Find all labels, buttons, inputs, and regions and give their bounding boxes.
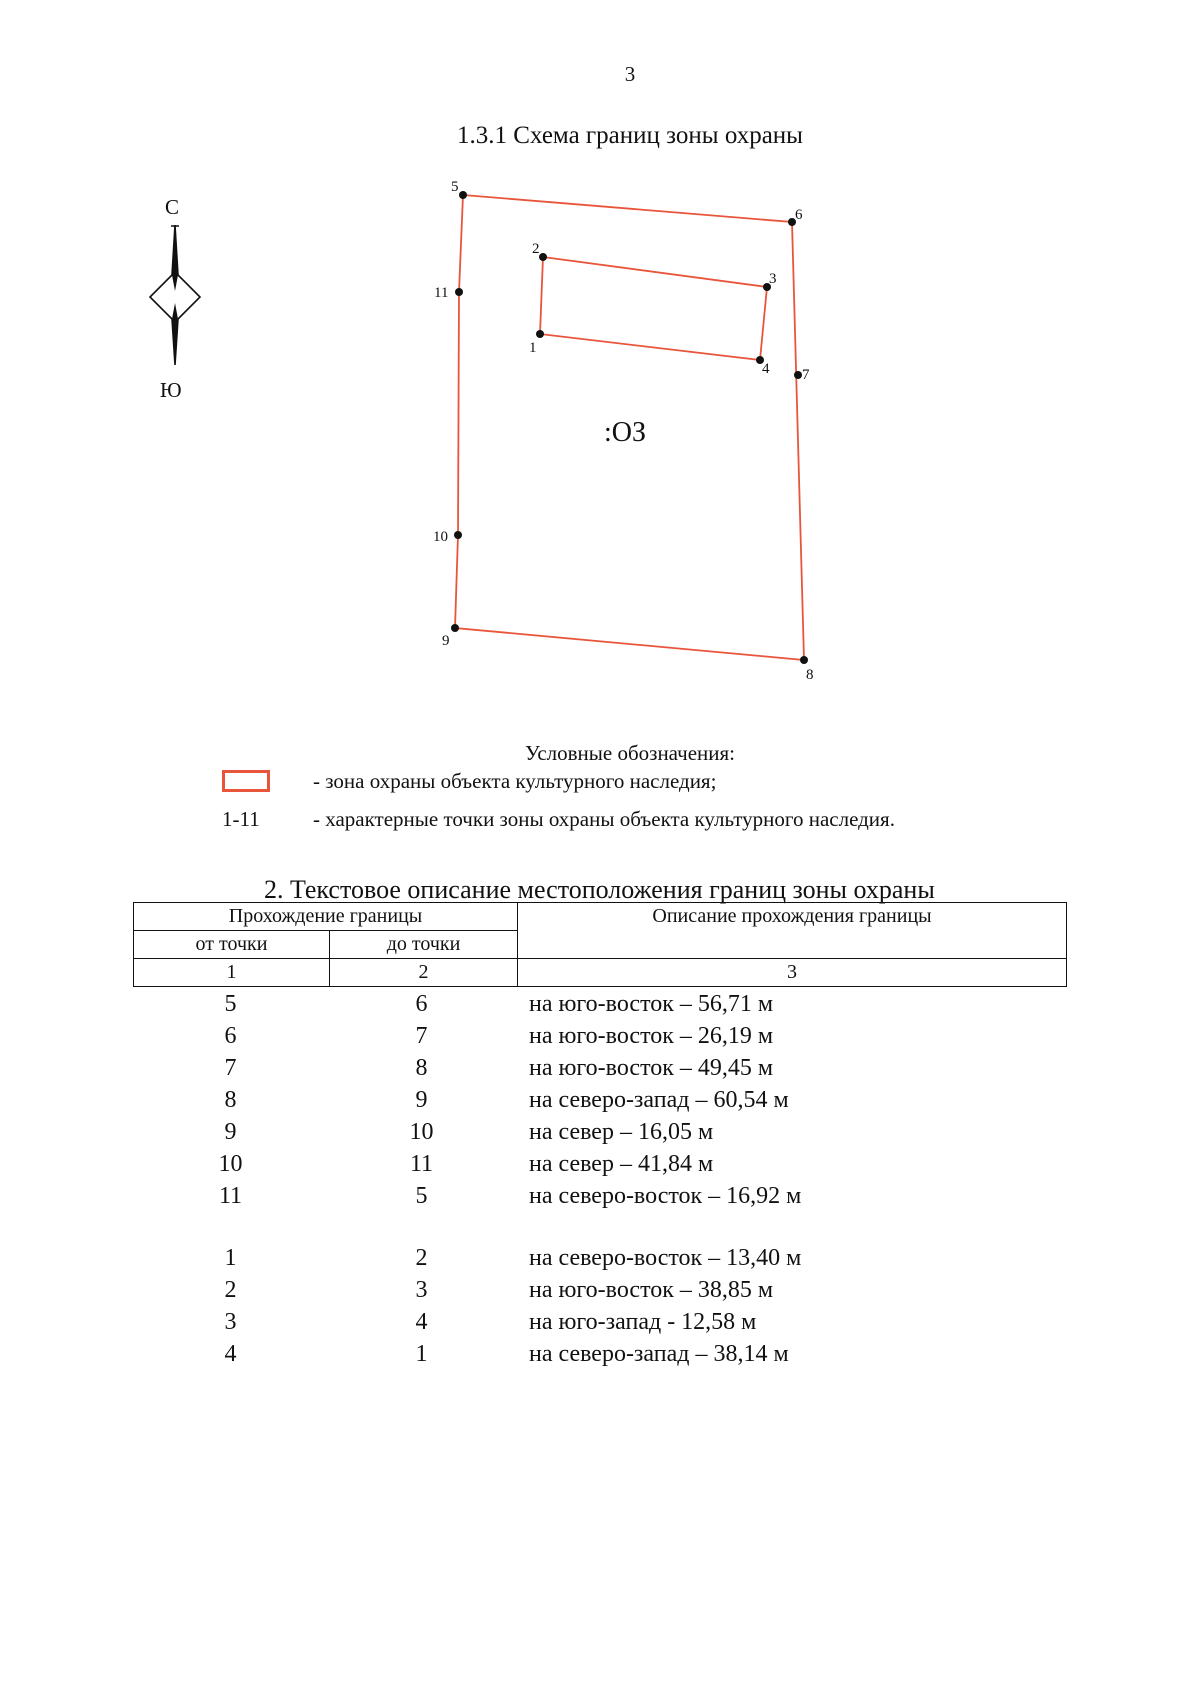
row-from: 4 xyxy=(224,1341,237,1367)
point-4-label: 4 xyxy=(762,361,770,377)
header-passage: Прохождение границы xyxy=(134,903,518,931)
row-desc: на юго-восток – 26,19 м xyxy=(529,1023,774,1049)
point-5-label: 5 xyxy=(451,179,459,195)
page-number: 3 xyxy=(624,62,636,86)
legend-title: Условные обозначения: xyxy=(524,741,736,765)
header-col-2: 2 xyxy=(330,959,518,987)
legend-zone-text: - зона охраны объекта культурного наследия; xyxy=(313,769,717,793)
point-10-label: 10 xyxy=(433,529,448,545)
point-6-label: 6 xyxy=(795,207,803,223)
legend-zone-swatch xyxy=(222,770,270,792)
point-11-label: 11 xyxy=(434,285,449,301)
point-2-marker xyxy=(539,253,547,261)
point-9-marker xyxy=(451,624,459,632)
table-row xyxy=(133,1084,1067,1116)
row-to: 4 xyxy=(415,1309,428,1335)
row-from: 9 xyxy=(224,1119,237,1145)
point-5-marker xyxy=(459,191,467,199)
row-to: 11 xyxy=(409,1151,434,1177)
row-to: 10 xyxy=(409,1119,434,1145)
row-to: 6 xyxy=(415,991,428,1017)
point-8-label: 8 xyxy=(806,667,814,683)
description-table xyxy=(133,902,1067,987)
point-7-label: 7 xyxy=(802,367,810,383)
row-desc: на юго-запад - 12,58 м xyxy=(529,1309,757,1335)
row-desc: на север – 41,84 м xyxy=(529,1151,714,1177)
inner-boundary xyxy=(540,257,767,360)
point-2-label: 2 xyxy=(532,241,540,257)
row-from: 6 xyxy=(224,1023,237,1049)
point-1-marker xyxy=(536,330,544,338)
row-to: 5 xyxy=(415,1183,428,1209)
compass-north-label: С xyxy=(165,195,180,219)
row-to: 7 xyxy=(415,1023,428,1049)
row-to: 9 xyxy=(415,1087,428,1113)
row-desc: на юго-восток – 49,45 м xyxy=(529,1055,774,1081)
row-from: 5 xyxy=(224,991,237,1017)
row-from: 3 xyxy=(224,1309,237,1335)
row-from: 8 xyxy=(224,1087,237,1113)
header-from: от точки xyxy=(134,931,330,959)
header-description: Описание прохождения границы xyxy=(518,903,1067,959)
row-desc: на северо-восток – 16,92 м xyxy=(529,1183,802,1209)
row-desc: на север – 16,05 м xyxy=(529,1119,714,1145)
header-col-3: 3 xyxy=(518,959,1067,987)
row-desc: на северо-запад – 60,54 м xyxy=(529,1087,789,1113)
row-to: 8 xyxy=(415,1055,428,1081)
zone-scheme xyxy=(0,0,1200,720)
row-from: 7 xyxy=(224,1055,237,1081)
compass-south-label: Ю xyxy=(160,378,182,402)
row-from: 2 xyxy=(224,1277,237,1303)
table-row xyxy=(133,1306,1067,1338)
row-from: 1 xyxy=(224,1245,237,1271)
point-3-label: 3 xyxy=(769,271,777,287)
header-to: до точки xyxy=(330,931,518,959)
point-11-marker xyxy=(455,288,463,296)
table-row xyxy=(133,1116,1067,1148)
description-rows xyxy=(133,988,1067,1370)
row-to: 1 xyxy=(415,1341,428,1367)
table-row xyxy=(133,1274,1067,1306)
table-row xyxy=(133,1338,1067,1370)
header-col-1: 1 xyxy=(134,959,330,987)
table-row xyxy=(133,1242,1067,1274)
point-10-marker xyxy=(454,531,462,539)
point-7-marker xyxy=(794,371,802,379)
row-desc: на северо-восток – 13,40 м xyxy=(529,1245,802,1271)
table-row xyxy=(133,988,1067,1020)
legend-points-range: 1-11 xyxy=(222,807,260,831)
row-desc: на северо-запад – 38,14 м xyxy=(529,1341,789,1367)
point-8-marker xyxy=(800,656,808,664)
row-from: 11 xyxy=(218,1183,243,1209)
zone-label: :ОЗ xyxy=(604,417,647,448)
section-title: 2. Текстовое описание местоположения границ зоны охраны xyxy=(264,875,935,904)
point-1-label: 1 xyxy=(529,340,537,356)
table-row xyxy=(133,1148,1067,1180)
legend-points-text: - характерные точки зоны охраны объекта культурного наследия. xyxy=(313,807,895,831)
table-row xyxy=(133,1180,1067,1212)
table-row xyxy=(133,1052,1067,1084)
row-to: 3 xyxy=(415,1277,428,1303)
scheme-title: 1.3.1 Схема границ зоны охраны xyxy=(457,122,803,149)
row-to: 2 xyxy=(415,1245,428,1271)
row-desc: на юго-восток – 38,85 м xyxy=(529,1277,774,1303)
row-desc: на юго-восток – 56,71 м xyxy=(529,991,774,1017)
point-9-label: 9 xyxy=(442,633,450,649)
row-from: 10 xyxy=(218,1151,243,1177)
table-row xyxy=(133,1020,1067,1052)
